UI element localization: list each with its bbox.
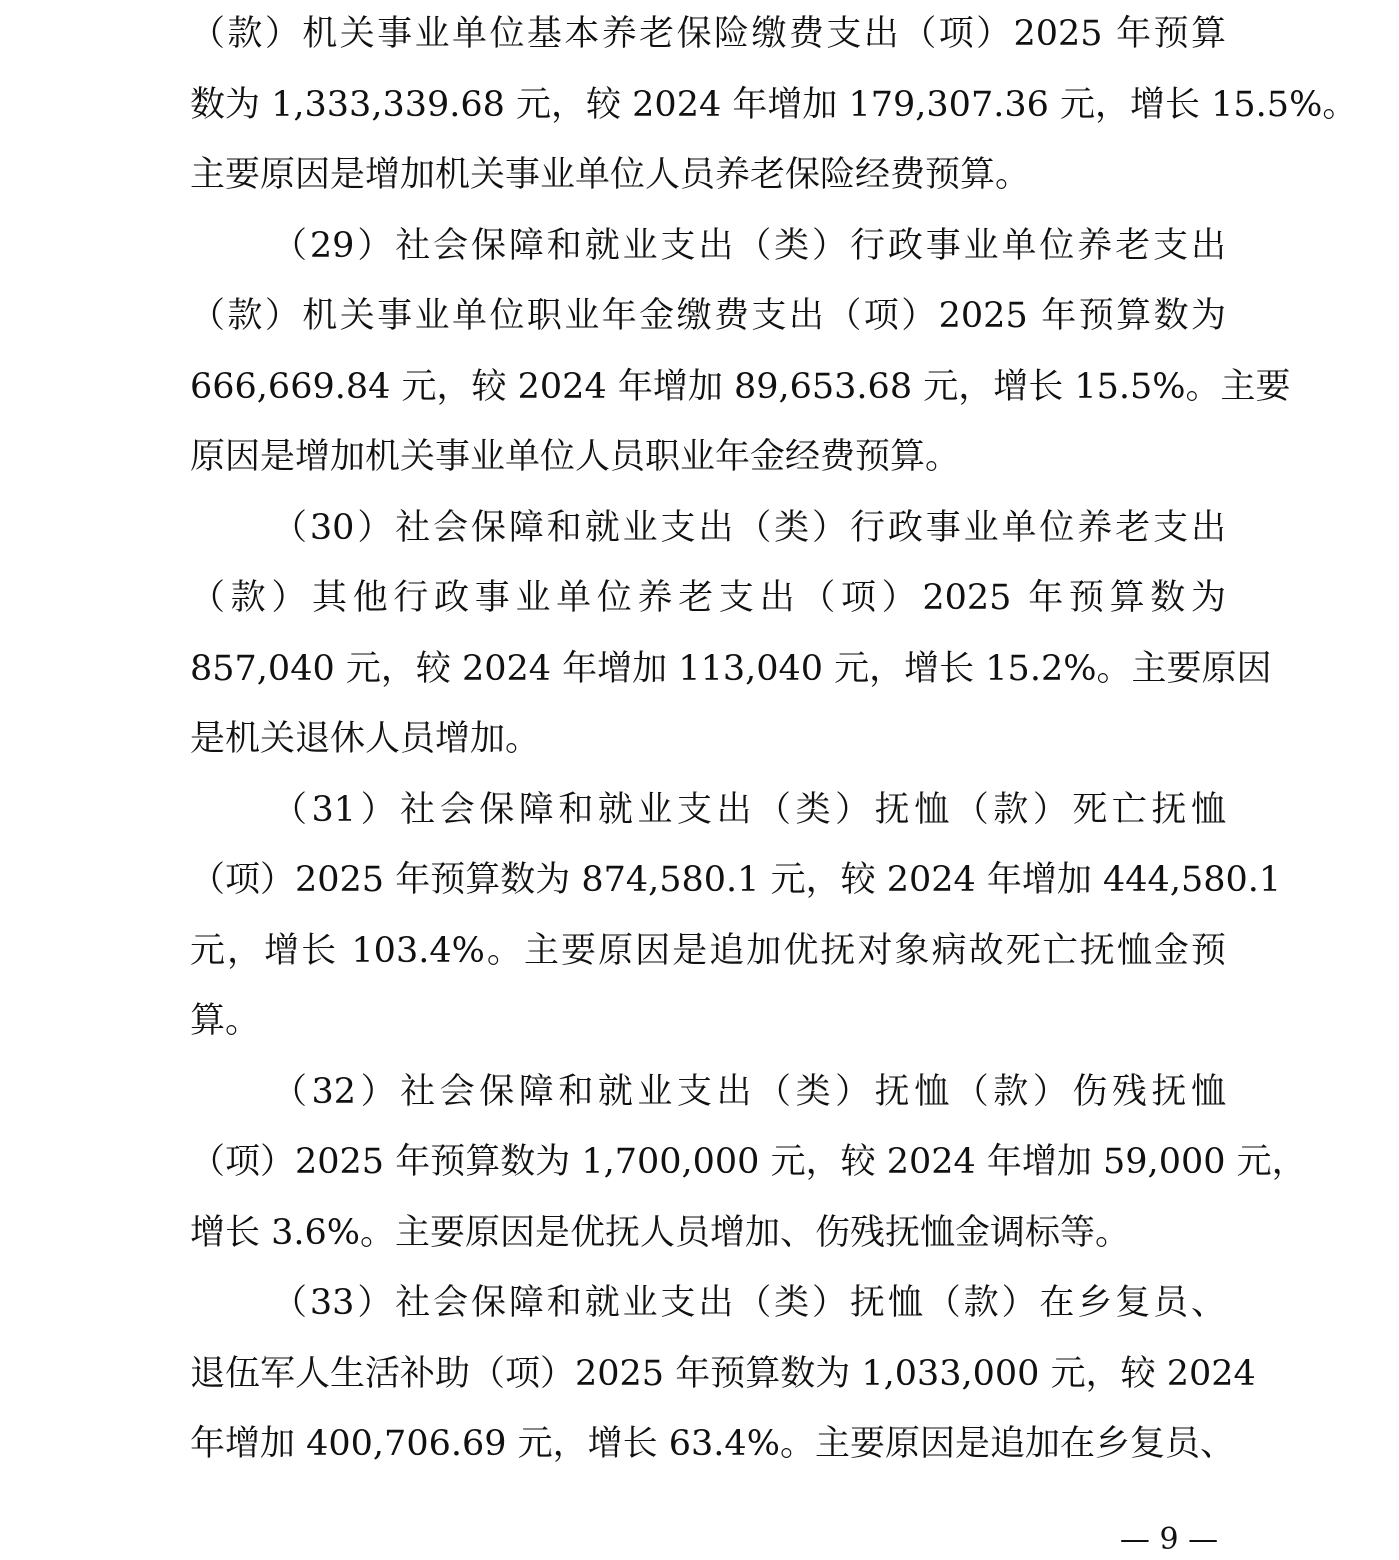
- body-text-line: （项）2025 年预算数为 1,700,000 元，较 2024 年增加 59,000 元，: [190, 1142, 1307, 1182]
- body-text-line: 主要原因是增加机关事业单位人员养老保险经费预算。: [190, 155, 1031, 195]
- body-text-line: 857,040 元，较 2024 年增加 113,040 元，增长 15.2%。主要原因: [190, 648, 1272, 689]
- body-text-line: 666,669.84 元，较 2024 年增加 89,653.68 元，增长 15.5%。主要: [190, 366, 1291, 407]
- paragraph-32-first-line: （32）社会保障和就业支出（类）抚恤（款）伤残抚恤: [272, 1071, 1226, 1112]
- body-text-line: 元，增长 103.4%。主要原因是追加优抚对象病故死亡抚恤金预: [190, 930, 1226, 971]
- body-text-line: （款）其他行政事业单位养老支出（项）2025 年预算数为: [190, 578, 1226, 618]
- body-text-line: 是机关退休人员增加。: [190, 719, 541, 759]
- page-number: — 9 —: [1119, 1522, 1219, 1557]
- document-body: [190, 0, 1358, 1480]
- body-text-line: （款）机关事业单位基本养老保险缴费支出（项）2025 年预算: [190, 14, 1226, 54]
- body-text-line: 原因是增加机关事业单位人员职业年金经费预算。: [190, 437, 961, 477]
- body-text-line: 数为 1,333,339.68 元，较 2024 年增加 179,307.36 元，增长 15.5%。: [190, 84, 1358, 125]
- body-text-line: （项）2025 年预算数为 874,580.1 元，较 2024 年增加 444,580.1: [190, 860, 1282, 900]
- body-text-line: 年增加 400,706.69 元，增长 63.4%。主要原因是追加在乡复员、: [190, 1424, 1235, 1464]
- paragraph-30-first-line: （30）社会保障和就业支出（类）行政事业单位养老支出: [272, 507, 1226, 548]
- paragraph-31-first-line: （31）社会保障和就业支出（类）抚恤（款）死亡抚恤: [272, 789, 1226, 830]
- body-text-line: （款）机关事业单位职业年金缴费支出（项）2025 年预算数为: [190, 296, 1226, 336]
- body-text-line: 增长 3.6%。主要原因是优抚人员增加、伤残抚恤金调标等。: [190, 1212, 1131, 1253]
- paragraph-33-first-line: （33）社会保障和就业支出（类）抚恤（款）在乡复员、: [272, 1283, 1226, 1323]
- body-text-line: 退伍军人生活补助（项）2025 年预算数为 1,033,000 元，较 2024: [190, 1353, 1256, 1394]
- paragraph-29-first-line: （29）社会保障和就业支出（类）行政事业单位养老支出: [272, 225, 1226, 266]
- body-text-line: 算。: [190, 1001, 261, 1041]
